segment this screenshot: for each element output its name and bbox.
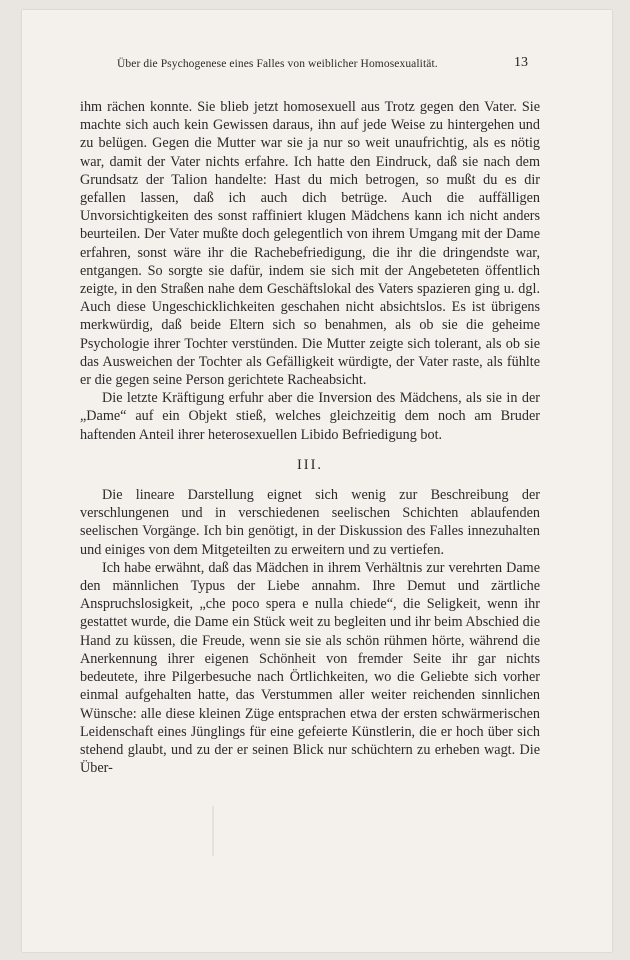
running-title: Über die Psychogenese eines Falles von weiblicher Homosexualität. [117, 58, 438, 70]
section-heading: III. [296, 456, 324, 473]
margin-mark [212, 806, 214, 856]
book-page [22, 10, 612, 952]
paragraph: Die lineare Darstellung eignet sich wenig zur Beschreibung der verschlungenen und in verschiedenen seelischen Schichten ablaufenden seelischen Vorgänge. Ich bin genötigt, in der Diskussion des Falles innezuhalten und einiges von dem Mitgeteilten zu erweitern und zu vertiefen. [80, 487, 540, 558]
paragraph: Die letzte Kräftigung erfuhr aber die Inversion des Mädchens, als sie in der „Dame“ auf ein Objekt stieß, welches gleichzeitig dem noch am Bruder haftenden Anteil ihrer heterosexuellen Libido Befriedigung bot. [80, 390, 540, 443]
page-number: 13 [514, 55, 528, 70]
paragraph: ihm rächen konnte. Sie blieb jetzt homosexuell aus Trotz gegen den Vater. Sie machte sich auch kein Gewissen daraus, ihn auf jede Weise zu hintergehen und zu belügen. Gegen die Mutter war sie ja nur so weit unaufrichtig, als es nötig war, damit der Vater nichts erfahre. Ich hatte den Eindruck, daß sie nach dem Grundsatz der Talion handelte: Hast du mich betrogen, so mußt du es dir gefallen lassen, daß ich auch dich betrüge. Auch die auffälligen Unvorsichtigkeiten des sonst raffiniert klugen Mädchens kann ich nicht anders beurteilen. Der Vater mußte doch gelegentlich von ihrem Umgang mit der Dame erfahren, sonst wäre ihr die Rachebefriedigung, die ihr die dringendste war, entgangen. So sorgte sie dafür, indem sie sich mit der Angebeteten öffentlich zeigte, in den Straßen nahe dem Geschäftslokal des Vaters spazieren ging u. dgl. Auch diese Ungeschicklichkeiten geschahen nicht absichtslos. Es ist übrigens merkwürdig, daß beide Eltern sich so benahmen, als ob sie die geheime Psychologie ihrer Tochter verstünden. Die Mutter zeigte sich tolerant, als ob sie das Ausweichen der Tochter als Gefälligkeit würdigte, der Vater raste, als fühlte er die gegen seine Person gerichtete Racheabsicht. [80, 99, 540, 389]
paragraph: Ich habe erwähnt, daß das Mädchen in ihrem Verhältnis zur verehrten Dame den männlichen Typus der Liebe annahm. Ihre Demut und zärtliche Anspruchslosigkeit, „che poco spera e nulla chiede“, die Seligkeit, wenn ihr gestattet wurde, die Dame ein Stück weit zu begleiten und ihr beim Abschied die Hand zu küssen, die Freude, wenn sie sie als schön rühmen hörte, während die Anerkennung ihrer eigenen Schönheit von fremder Seite ihr gar nichts bedeutete, ihre Pilgerbesuche nach Örtlichkeiten, wo die Geliebte sich vorher einmal aufgehalten hatte, das Verstummen aller weiter reichenden sinnlichen Wünsche: alle diese kleinen Züge entsprachen etwa der ersten schwärmerischen Leidenschaft eines Jünglings für eine gefeierte Künstlerin, die er hoch über sich stehend glaubt, und zu der er seinen Blick nur schüchtern zu erheben wagt. Die Über- [80, 559, 540, 777]
body-text [80, 98, 540, 777]
